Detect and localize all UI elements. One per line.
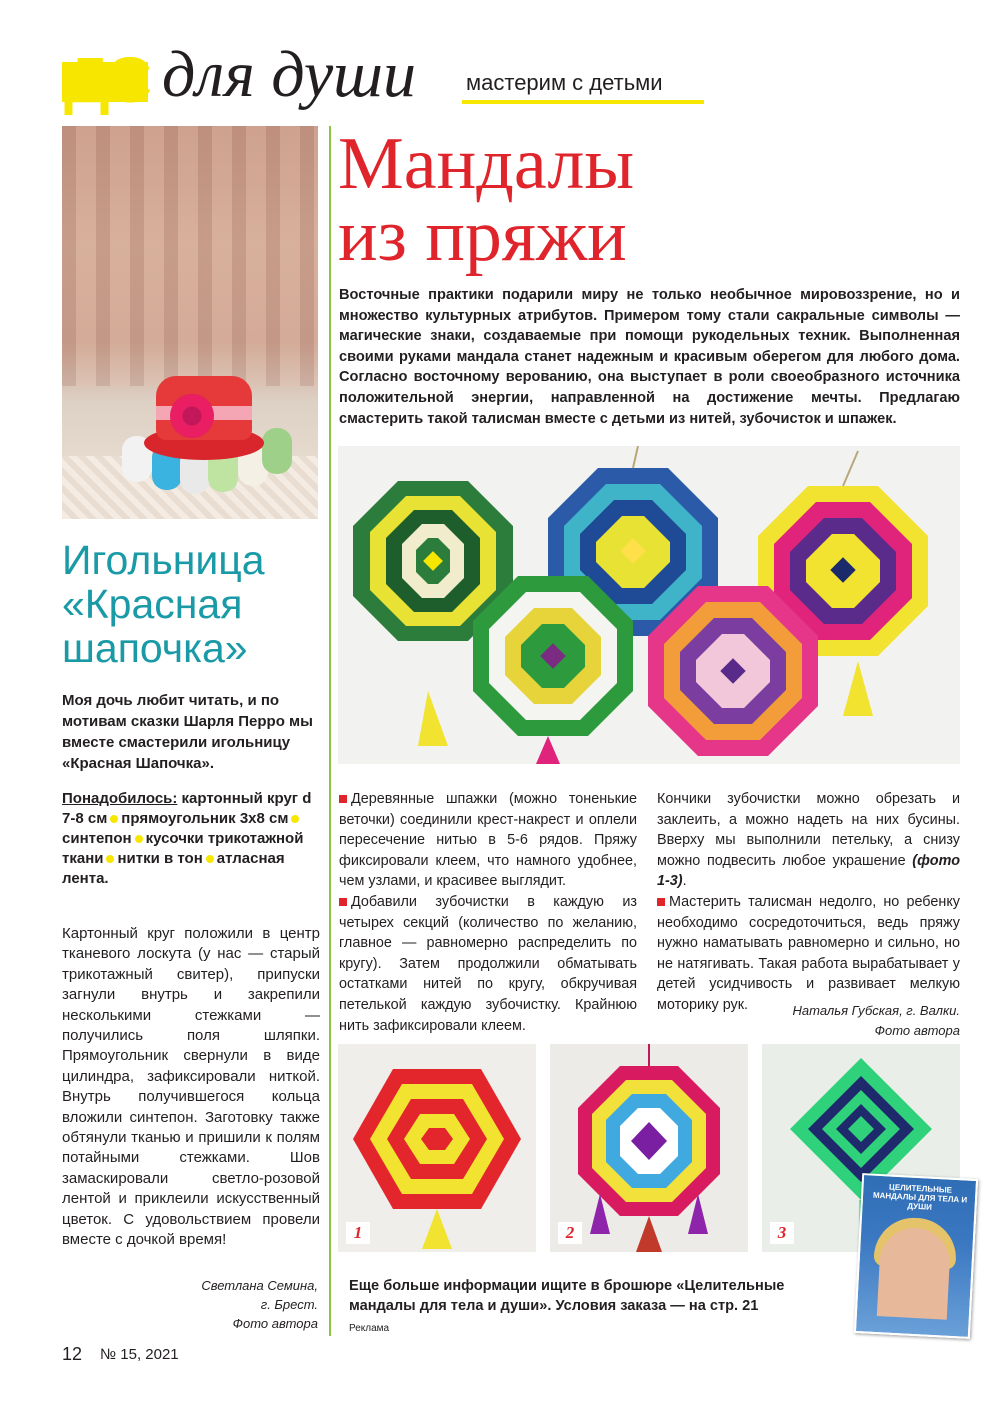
material-item: картонный круг d 7-8 см <box>62 790 312 827</box>
mandala-byline <box>657 1001 960 1041</box>
photo-credit: Фото автора <box>874 1023 960 1038</box>
bullet-dot-icon <box>291 815 299 823</box>
cover-figure <box>877 1226 952 1320</box>
title-line: Мандалы <box>338 123 635 205</box>
material-item: нитки в тон <box>117 850 203 867</box>
step-photo-2 <box>550 1044 748 1252</box>
title-line: из пряжи <box>338 195 627 277</box>
bullet-square-icon <box>339 898 347 906</box>
photo-reference: (фото 1-3) <box>657 852 960 890</box>
photo-number: 2 <box>558 1222 582 1244</box>
thread-spool <box>262 428 292 474</box>
photo-number: 1 <box>346 1222 370 1244</box>
brochure-ad-text: Еще больше информации ищите в брошюре «Целительные мандалы для тела и души». Условия заказа — на стр. 21 <box>349 1278 785 1314</box>
curtain-background <box>62 126 318 386</box>
logo-text: ДС <box>64 44 148 116</box>
material-item: кусочки трикотажной ткани <box>62 830 304 867</box>
pincushion-byline <box>62 1276 318 1333</box>
tassel <box>418 691 448 746</box>
photo-number: 3 <box>770 1222 794 1244</box>
author-name: Светлана Семина, <box>201 1278 318 1293</box>
materials-label: Понадобилось: <box>62 790 178 807</box>
pincushion-photo <box>62 126 318 519</box>
step-photo-1 <box>338 1044 536 1252</box>
crochet-flower <box>170 394 214 438</box>
pincushion-heading: Игольница «Красная шапочка» <box>62 537 265 671</box>
article-title <box>338 123 758 277</box>
rubric-underline <box>462 100 704 104</box>
bullet-square-icon <box>339 795 347 803</box>
material-item: синтепон <box>62 830 132 847</box>
author-name: Наталья Губская, г. Валки. <box>792 1003 960 1018</box>
instruction-paragraph <box>339 892 637 1036</box>
material-item: атласная лента. <box>62 850 285 887</box>
tassel <box>536 736 560 764</box>
magazine-logo <box>62 44 154 116</box>
brochure-title: ЦЕЛИТЕЛЬНЫЕ МАНДАЛЫ ДЛЯ ТЕЛА И ДУШИ <box>872 1182 968 1212</box>
mandala-photo-2 <box>550 1044 748 1252</box>
column-divider <box>329 126 331 1336</box>
bullet-dot-icon <box>206 855 214 863</box>
author-city: г. Брест. <box>260 1297 318 1312</box>
instruction-text: Мастерить талисман недолго, но ребенку необходимо сосредоточиться, ведь пряжу нужно наматывать равномерно и сильно, но не натягивать. Такая работа вырабатывает у детей усидчивость и развивает мелкую моторику рук. <box>657 893 960 1013</box>
pincushion-lead: Моя дочь любит читать, и по мотивам сказки Шарля Перро мы вместе смастерили игольницу «Красная Шапочка». <box>62 692 313 772</box>
mandala-photo-1 <box>338 1044 536 1252</box>
issue-number: № 15, 2021 <box>100 1346 179 1363</box>
pincushion-instructions: Картонный круг положили в центр тканевого лоскута (у нас — старый трикотажный свитер), припуски загнули внутрь и закрепили несколькими стежками — получились поля шляпки. Прямоугольник свернули в виде цилиндра, зафиксировали ниткой. Внутрь получившегося кольца вложили синтепон. Заготовку также обтянули тканью и пришили к полям потайными стежками. Шов замаскировали светло-розовой лентой и приклеили искусственный цветок. С удовольствием провели вместе с дочкой время! <box>62 925 320 1249</box>
mandalas-photo <box>338 446 960 764</box>
section-title: для души <box>162 38 416 111</box>
instruction-paragraph <box>657 892 960 1016</box>
mandala-pink <box>648 586 818 756</box>
mandalas-illustration <box>338 446 960 764</box>
bullet-dot-icon <box>135 835 143 843</box>
rubric-label: мастерим с детьми <box>466 70 663 95</box>
instructions-column-1 <box>339 789 637 1036</box>
article-intro: Восточные практики подарили миру не только необычное мировоззрение, но и множество культурных атрибутов. Примером тому стали сакральные символы — магические знаки, создаваемые при помощи рукодельных техник. Выполненная своими руками мандала станет надежным и красивым оберегом для любого дома. Согласно восточному верованию, она выступает в роли своеобразного источника положительной энергии, направленной на достижение мечты. Предлагаю смастерить такой талисман вместе с детьми из нитей, зубочисток и шпажек. <box>339 287 960 427</box>
page-number: 12 <box>62 1344 83 1364</box>
bullet-square-icon <box>657 898 665 906</box>
instruction-paragraph: Кончики зубочистки можно обрезать и заклеить, а можно надеть на них бусины. Вверху мы выполнили петельку, а снизу можно подвесить любое украшение (фото 1-3). <box>657 791 960 890</box>
hanging-string <box>843 451 858 486</box>
instructions-column-2 <box>657 789 960 1016</box>
bullet-dot-icon <box>106 855 114 863</box>
hanging-string <box>633 446 638 468</box>
photo-credit: Фото автора <box>232 1316 318 1331</box>
mandala-green-white <box>473 576 633 736</box>
instruction-text: Кончики зубочистки можно обрезать и заклеить, а можно надеть на них бусины. Вверху мы выполнили петельку, а снизу можно подвесить любое украшение <box>657 791 960 869</box>
bullet-dot-icon <box>110 815 118 823</box>
instruction-text: Добавили зубочистки в каждую из четырех секций (количество по желанию, главное — равномерно распределить по кругу). Затем продолжили обматывать остатками нитей по кругу, обкручивая петелькой каждую зубочистку. Крайнюю нить зафиксировали клеем. <box>339 893 637 1034</box>
brochure-cover[interactable] <box>854 1173 978 1339</box>
tassel <box>843 661 873 716</box>
instruction-text: Деревянные шпажки (можно тоненькие веточки) соединили крест-накрест и оплели пересечение нитью в 5-6 рядов. Пряжу фиксировали клеем, что намного удобнее, чем узлами, и красивее выглядит. <box>339 791 637 890</box>
advertising-mark: Реклама <box>349 1323 390 1334</box>
material-item: прямоугольник 3х8 см <box>121 810 289 827</box>
instruction-paragraph <box>339 789 637 892</box>
materials-list <box>62 789 320 889</box>
